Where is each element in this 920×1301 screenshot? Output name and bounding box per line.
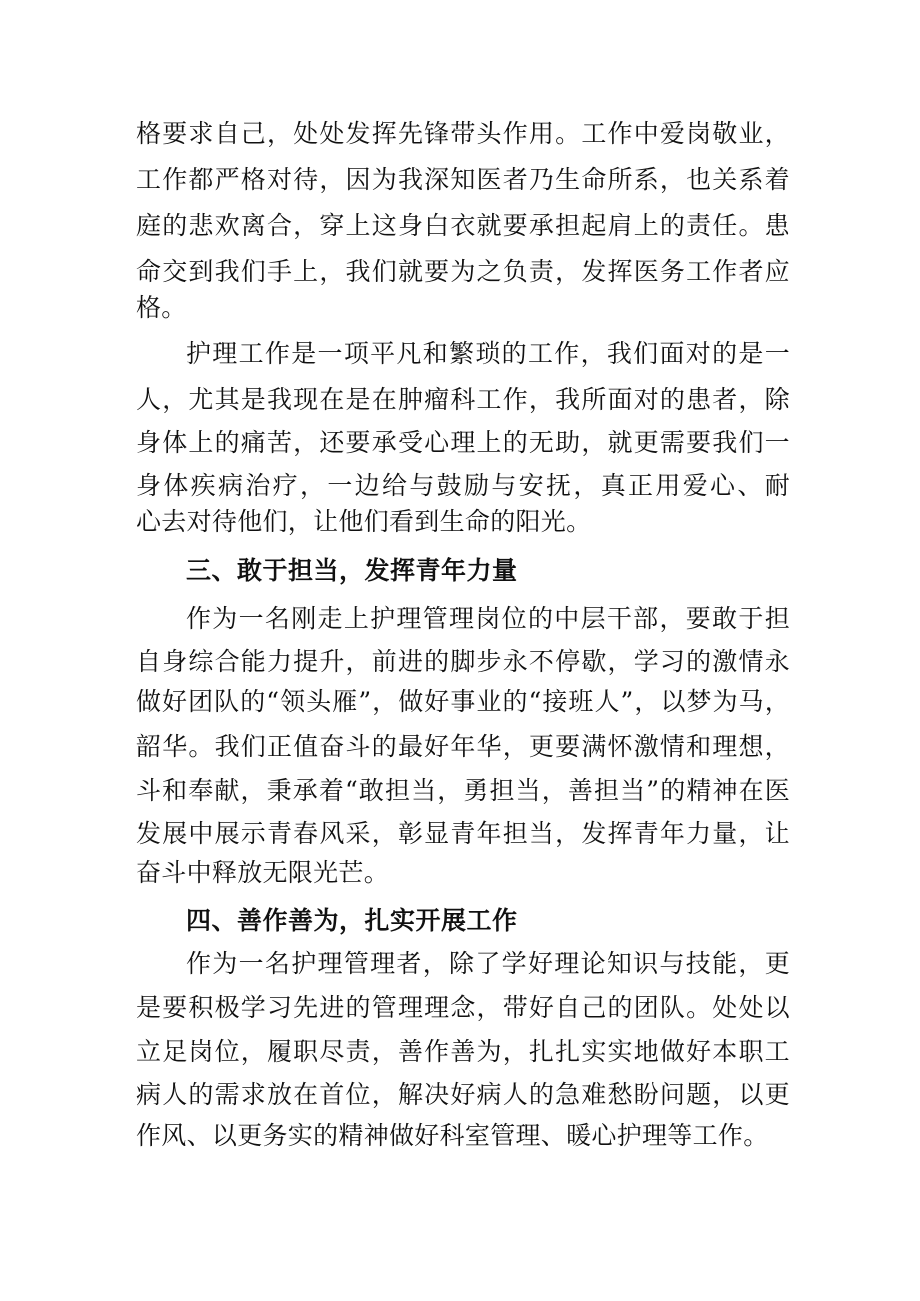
paragraph-line: 身体疾病治疗，一边给与鼓励与安抚，真正用爱心、耐 [136, 471, 790, 500]
paragraph-line: 庭的悲欢离合，穿上这身白衣就要承担起肩上的责任。患 [136, 211, 790, 240]
paragraph-line: 自身综合能力提升，前进的脚步永不停歇，学习的激情永 [136, 647, 790, 676]
paragraph-line: 作风、以更务实的精神做好科室管理、暖心护理等工作。 [136, 1121, 769, 1150]
section-heading: 四、善作善为，扎实开展工作 [186, 906, 518, 935]
paragraph-line: 身体上的痛苦，还要承受心理上的无助，就更需要我们一 [136, 428, 790, 457]
paragraph-line: 奋斗中释放无限光芒。 [136, 858, 390, 887]
paragraph-line: 是要积极学习先进的管理理念，带好自己的团队。处处以 [136, 993, 790, 1022]
paragraph-line: 发展中展示青春风采，彰显青年担当，发挥青年力量，让 [136, 819, 790, 848]
paragraph-line: 病人的需求放在首位，解决好病人的急难愁盼问题，以更 [136, 1080, 790, 1109]
paragraph-line: 韶华。我们正值奋斗的最好年华，更要满怀激情和理想， [136, 732, 790, 761]
paragraph-line: 心去对待他们，让他们看到生命的阳光。 [136, 507, 592, 536]
section-heading: 三、敢于担当，发挥青年力量 [186, 556, 518, 585]
paragraph-line: 做好团队的“领头雁”，做好事业的“接班人”，以梦为马， [136, 687, 790, 716]
paragraph-line: 格。 [136, 293, 187, 322]
paragraph-line: 护理工作是一项平凡和繁琐的工作，我们面对的是一 [186, 339, 790, 368]
paragraph-line: 作为一名刚走上护理管理岗位的中层干部，要敢于担 [186, 604, 790, 633]
paragraph-line: 作为一名护理管理者，除了学好理论知识与技能，更 [186, 949, 790, 978]
paragraph-line: 斗和奉献，秉承着“敢担当，勇担当，善担当”的精神在医 [136, 776, 790, 805]
paragraph-line: 格要求自己，处处发挥先锋带头作用。工作中爱岗敬业， [136, 119, 790, 148]
paragraph-line: 立足岗位，履职尽责，善作善为，扎扎实实地做好本职工 [136, 1037, 790, 1066]
paragraph-line: 工作都严格对待，因为我深知医者乃生命所系，也关系着 [136, 165, 790, 194]
paragraph-line: 命交到我们手上，我们就要为之负责，发挥医务工作者应 [136, 257, 790, 286]
paragraph-line: 人，尤其是我现在是在肿瘤科工作，我所面对的患者，除 [136, 385, 790, 414]
